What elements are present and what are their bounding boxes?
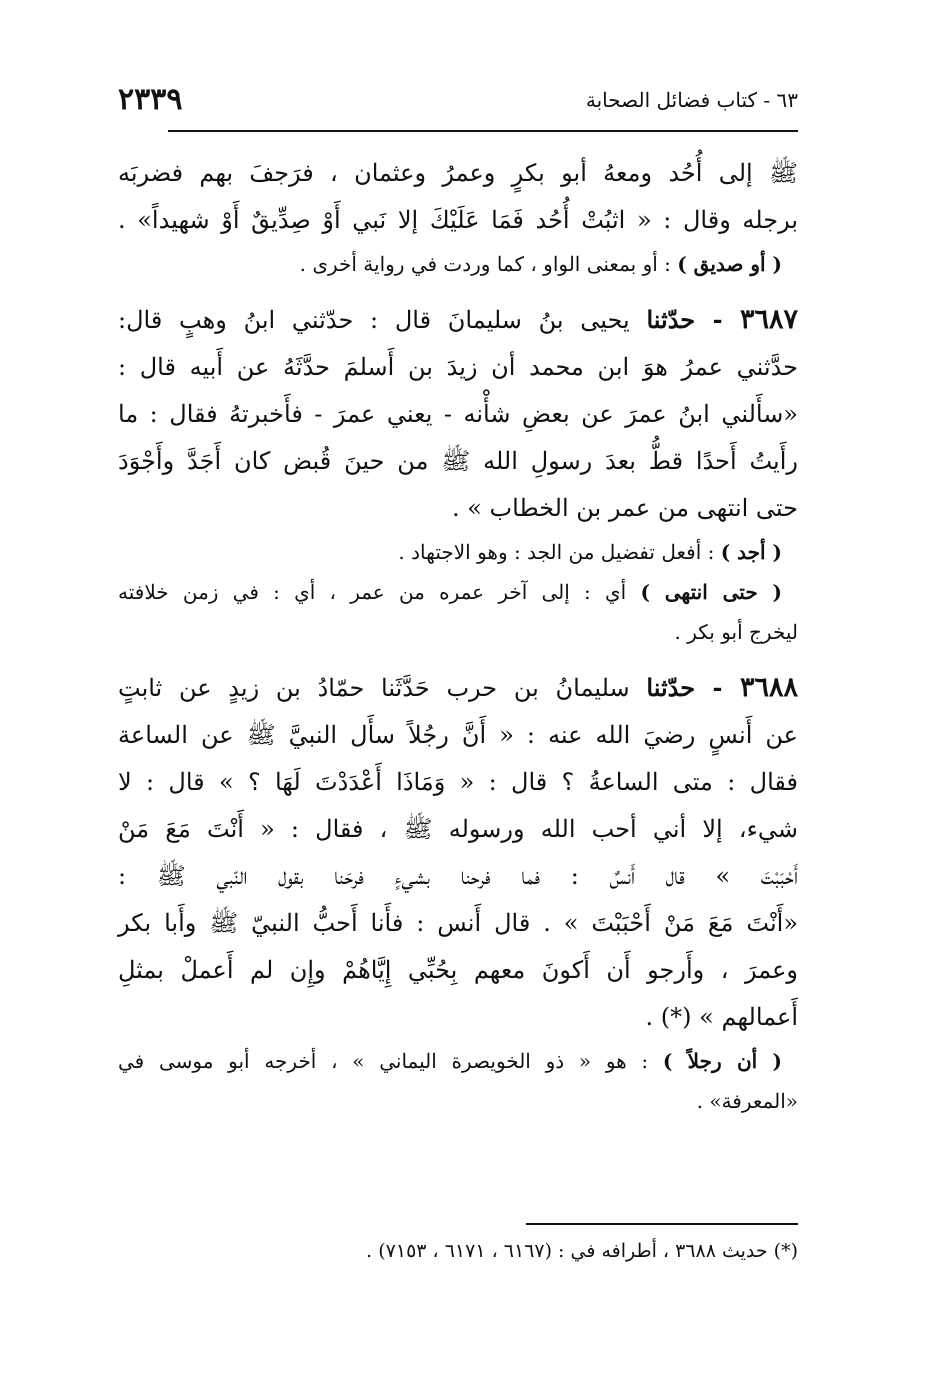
footnote: (*) حديث ٣٦٨٨ ، أطرافه في : (٦١٦٧ ، ٦١٧١ ، ٧١٥٣) . bbox=[366, 1240, 798, 1262]
page-header bbox=[118, 78, 798, 124]
note-text: : هو « ذو الخويصرة اليماني » ، أخرجه أبو موسى في bbox=[118, 1049, 663, 1073]
hadith-opening: - حدّثنا bbox=[646, 305, 740, 334]
text-line: فقال : متى الساعةُ ؟ قال : « وَمَاذَا أَعْدَدْتَ لَهَا ؟ » قال : لا bbox=[118, 768, 798, 796]
hadith-3688-first-line bbox=[118, 664, 798, 712]
commentary-note bbox=[118, 244, 798, 284]
text-line: برجله وقال : « اثبُتْ أُحُد فَمَا عَلَيْكَ إلا نَبي أَوْ صِدِّيقٌ أَوْ شهيداً» . bbox=[118, 206, 798, 234]
spacer bbox=[118, 284, 798, 296]
text-line: ﷺ إلى أُحُد ومعهُ أبو بكرٍ وعمرُ وعثمان ، فرَجفَ بهم فضربَه bbox=[118, 159, 798, 187]
spacer bbox=[118, 652, 798, 664]
text-line: رأَيتُ أَحدًا قطُّ بعدَ رسولِ الله ﷺ من حينَ قُبض كان أَجَدَّ وأَجْوَدَ bbox=[118, 447, 798, 475]
note-term: ( أن رجلاً ) bbox=[662, 1049, 783, 1073]
text-line: وعمرَ ، وأَرجو أَن أَكونَ معهم بِحُبِّي إِيَّاهُمْ وإِن لم أَعملْ بمثلِ bbox=[118, 956, 798, 984]
footnote-rule bbox=[526, 1223, 798, 1225]
book-page bbox=[118, 78, 799, 1262]
hadith-opening: - حدّثنا bbox=[646, 673, 740, 702]
commentary-note bbox=[118, 572, 798, 612]
text-line: يحيى بنُ سليمانَ قال : حدّثني ابنُ وهبٍ قال: bbox=[118, 306, 647, 334]
running-title: ٦٣ - كتاب فضائل الصحابة bbox=[585, 88, 798, 112]
note-term: ( أو صديق ) bbox=[677, 252, 782, 276]
note-text: : أفعل تفضيل من الجد : وهو الاجتهاد . bbox=[398, 540, 721, 564]
text-line: «أَنْتَ مَعَ مَنْ أَحْبَبْتَ » . قال أَنس : فأَنا أَحبُّ النبيّ ﷺ وأَبا بكر bbox=[118, 909, 798, 937]
text-line: عن أَنسٍ رضيَ الله عنه : « أَنَّ رجُلاً سأَل النبيَّ ﷺ عن الساعة bbox=[118, 721, 798, 749]
text-line: أَحْبَبْتَ » قال أَنسٌ : فما فرحنا بشيءٍ فرحَنا بقول النّبي ﷺ : bbox=[118, 862, 798, 890]
commentary-note-continued: ليخرج أبو بكر . bbox=[674, 620, 798, 644]
note-term: ( أجد ) bbox=[720, 540, 782, 564]
text-line: شيء، إلا أني أحب الله ورسوله ﷺ ، فقال : « أَنْتَ مَعَ مَنْ bbox=[118, 815, 798, 843]
hadith-number: ٣٦٨٧ bbox=[740, 304, 799, 335]
text-line: أَعمالهم » (*) . bbox=[645, 1003, 798, 1031]
commentary-note bbox=[118, 532, 798, 572]
text-line: سليمانُ بن حرب حَدَّثَنا حمّادُ بن زيدٍ عن ثابتٍ bbox=[118, 674, 647, 702]
commentary-note bbox=[118, 1041, 798, 1081]
note-text: : أو بمعنى الواو ، كما وردت في رواية أخرى . bbox=[299, 252, 678, 276]
text-line: حتى انتهى من عمر بن الخطاب » . bbox=[451, 494, 798, 522]
note-text: أي : إلى آخر عمره من عمر ، أي : في زمن خلافته bbox=[118, 580, 641, 604]
text-line: حدَّثني عمرُ هوَ ابن محمد أن زيدَ بن أَسلمَ حدَّثَهُ عن أَبيه قال : bbox=[118, 353, 798, 381]
page-number: ٢٣٣٩ bbox=[118, 82, 183, 117]
hadith-number: ٣٦٨٨ bbox=[739, 672, 798, 703]
hadith-3687-first-line bbox=[118, 296, 798, 344]
text-line: «سأَلني ابنُ عمرَ عن بعضِ شأْنه - يعني عمرَ - فأَخبرتهُ فقال : ما bbox=[118, 400, 798, 428]
commentary-note-continued: «المعرفة» . bbox=[696, 1089, 798, 1113]
note-term: ( حتى انتهى ) bbox=[640, 580, 782, 604]
header-rule bbox=[168, 130, 798, 132]
page-body bbox=[118, 150, 798, 1121]
